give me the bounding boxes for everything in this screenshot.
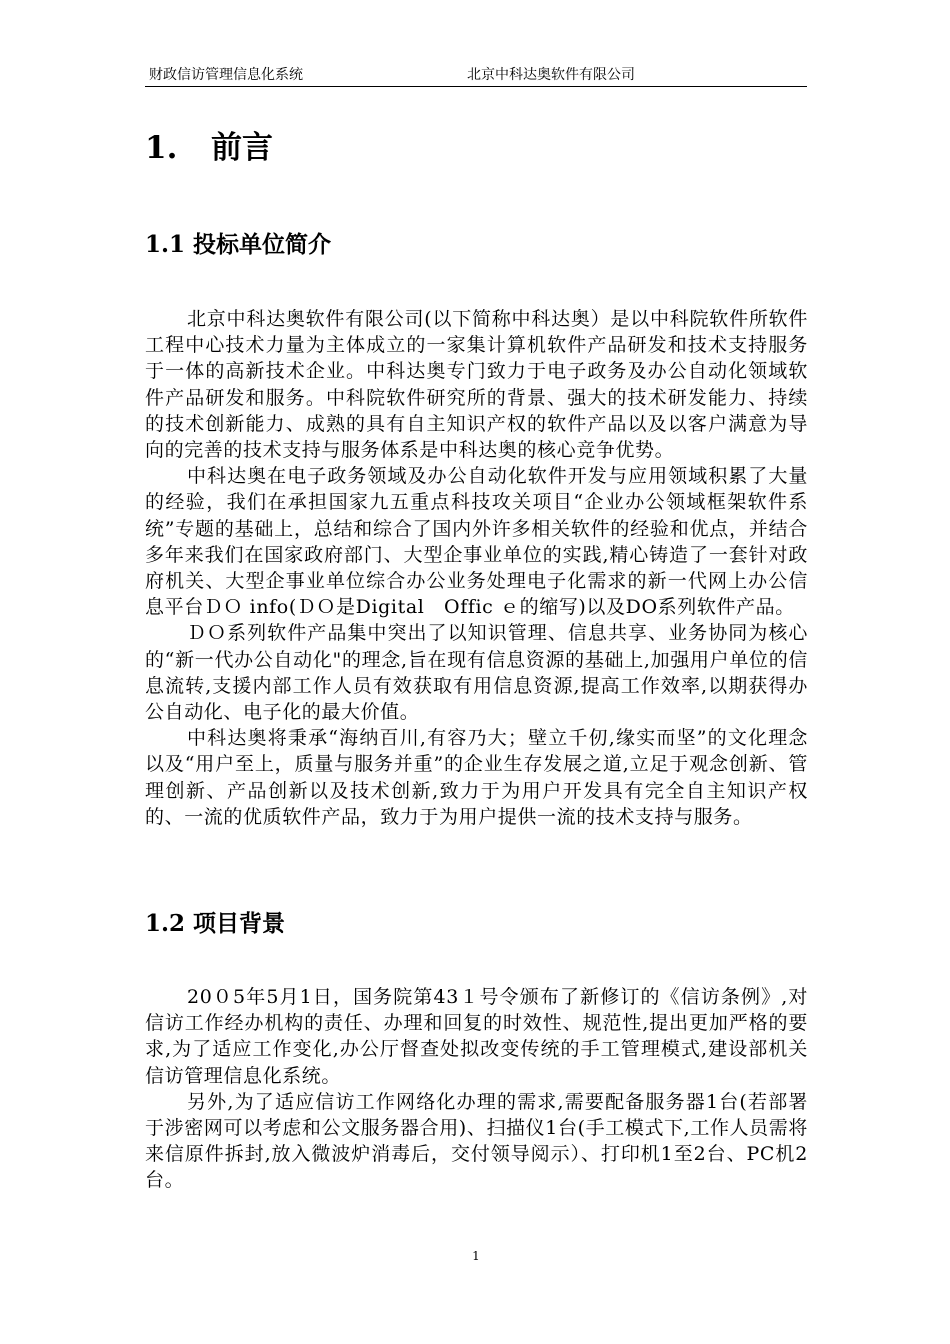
section-heading-1-1 xyxy=(145,229,331,261)
paragraph: ＤＯ系列软件产品集中突出了以知识管理、信息共享、业务协同为核心的“新一代办公自动化"的理念,旨在现有信息资源的基础上,加强用户单位的信息流转,支援内部工作人员有效获取有用信息资源,提高工作效率,以期获得办公自动化、电子化的最大价值。 xyxy=(145,622,808,724)
paragraph: 中科达奥将秉承“海纳百川,有容乃大；壁立千仞,缘实而坚”的文化理念以及“用户至上，质量与服务并重”的企业生存发展之道,立足于观念创新、管理创新、产品创新以及技术创新,致力于为用户开发具有完全自主知识产权的、一流的优质软件产品，致力于为用户提供一流的技术支持与服务。 xyxy=(145,727,808,828)
paragraph: 20０5年5月1日，国务院第43１号令颁布了新修订的《信访条例》,对信访工作经办机构的责任、办理和回复的时效性、规范性,提出更加严格的要求,为了适应工作变化,办公厅督查处拟改变传统的手工管理模式,建设部机关信访管理信息化系统。 xyxy=(145,986,808,1087)
header-system-name: 财政信访管理信息化系统 xyxy=(149,67,303,83)
section-title: 项目背景 xyxy=(193,910,286,937)
section-heading-1-2 xyxy=(145,908,285,940)
header-company-name: 北京中科达奥软件有限公司 xyxy=(467,67,635,83)
header-divider xyxy=(145,86,807,87)
section-number: 1.2 xyxy=(145,910,186,937)
paragraph: 北京中科达奥软件有限公司(以下简称中科达奥）是以中科院软件所软件工程中心技术力量为主体成立的一家集计算机软件产品研发和技术支持服务于一体的高新技术企业。中科达奥专门致力于电子政务及办公自动化领域软件产品研发和服务。中科院软件研究所的背景、强大的技术研发能力、持续的技术创新能力、成熟的具有自主知识产权的软件产品以及以客户满意为导向的完善的技术支持与服务体系是中科达奥的核心竞争优势。 xyxy=(145,308,808,462)
chapter-number: 1. xyxy=(145,130,178,166)
section-body-1-1 xyxy=(145,306,808,830)
paragraph: 另外,为了适应信访工作网络化办理的需求,需要配备服务器1台(若部署于涉密网可以考虑和公文服务器合用)、扫描仪1台(手工模式下,工作人员需将来信原件拆封,放入微波炉消毒后，交付领导阅示）、打印机1至2台、PC机2台。 xyxy=(145,1090,808,1192)
section-number: 1.1 xyxy=(145,231,186,258)
section-body-1-2 xyxy=(145,984,808,1194)
paragraph: 中科达奥在电子政务领域及办公自动化软件开发与应用领域积累了大量的经验，我们在承担国家九五重点科技攻关项目“企业办公领域框架软件系统”专题的基础上，总结和综合了国内外许多相关软件的经验和优点，并结合多年来我们在国家政府部门、大型企事业单位的实践,精心铸造了一套针对政府机关、大型企事业单位综合办公业务处理电子化需求的新一代网上办公信息平台ＤＯ info(ＤＯ是Digital Offic ｅ的缩写)以及DO系列软件产品。 xyxy=(145,465,808,619)
page-header xyxy=(145,66,807,86)
section-title: 投标单位简介 xyxy=(193,231,332,258)
chapter-heading xyxy=(145,128,273,168)
page-number: 1 xyxy=(472,1249,480,1263)
chapter-title: 前言 xyxy=(211,130,273,166)
